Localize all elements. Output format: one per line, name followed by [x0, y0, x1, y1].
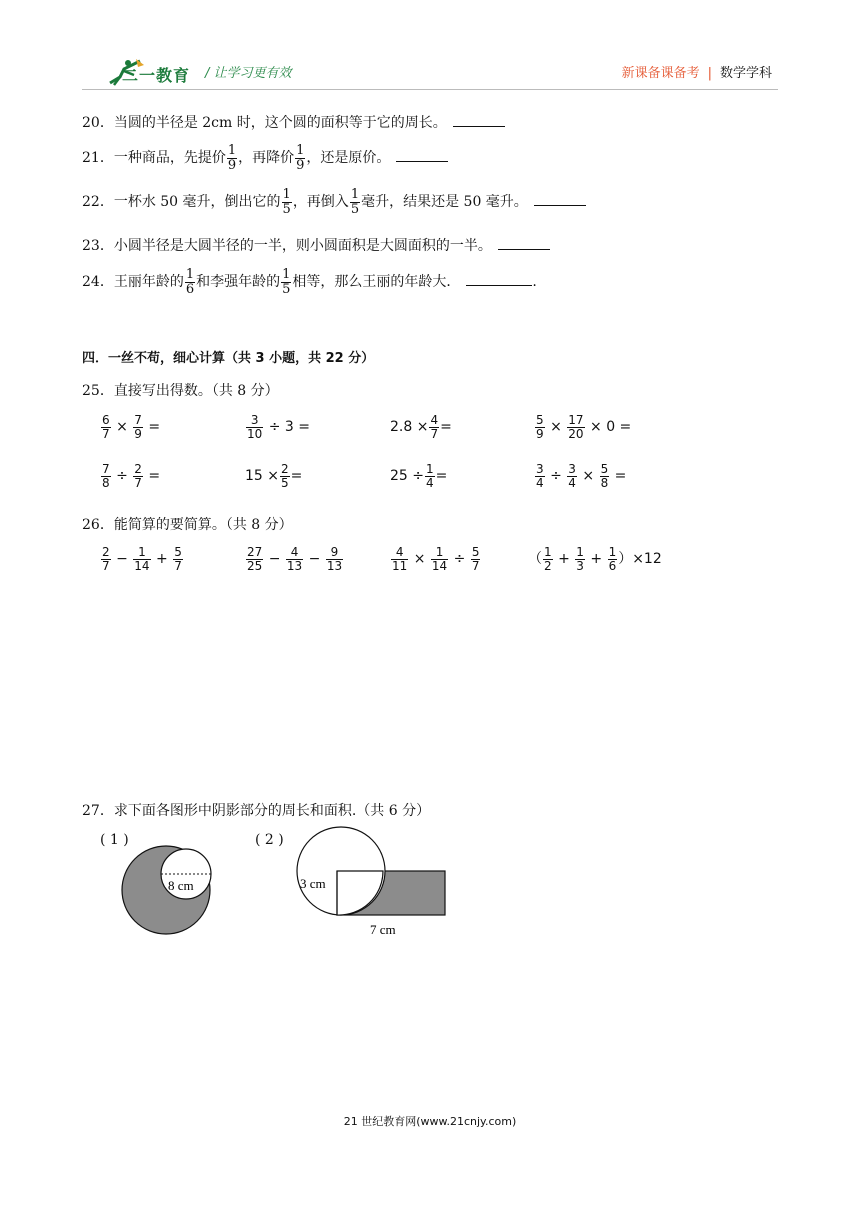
denominator: 8 — [102, 475, 110, 490]
q23-text: 23．小圆半径是大圆半径的一半，则小圆面积是大圆面积的一半。 — [82, 238, 492, 254]
numerator: 6 — [102, 413, 110, 427]
fraction — [246, 546, 263, 572]
fraction — [429, 414, 439, 440]
operator: × — [413, 551, 426, 568]
calc-item — [534, 414, 631, 440]
figure-1-label: ( 1 ) — [100, 832, 129, 848]
fraction — [600, 463, 610, 489]
operator: × — [550, 419, 562, 436]
fraction — [133, 463, 143, 489]
numerator: 17 — [568, 413, 584, 427]
fraction — [575, 546, 585, 572]
fraction — [425, 463, 435, 489]
denominator: 7 — [134, 475, 142, 490]
calc-item — [528, 546, 662, 572]
operator: − — [116, 551, 128, 568]
numerator: 1 — [608, 545, 617, 559]
fraction — [101, 414, 111, 440]
calc-item — [534, 463, 626, 489]
operator: + — [590, 551, 603, 568]
page-header — [0, 0, 860, 95]
operator: ÷ — [550, 468, 562, 485]
numerator: 1 — [426, 462, 434, 476]
denominator: 8 — [600, 475, 609, 490]
numerator: 9 — [330, 545, 339, 559]
fraction — [133, 414, 143, 440]
numerator: 5 — [471, 545, 480, 559]
numerator: 1 — [576, 545, 584, 559]
equals: = — [435, 468, 448, 485]
denominator: 14 — [134, 558, 150, 573]
fraction — [535, 463, 545, 489]
denominator: 5 — [281, 475, 289, 490]
numerator: 2 — [134, 462, 142, 476]
numerator: 1 — [282, 187, 291, 202]
fraction — [101, 463, 111, 489]
footer: 21 世纪教育网(www.21cnjy.com) — [343, 1115, 517, 1128]
fraction — [350, 188, 360, 216]
calc-item — [100, 463, 160, 489]
numerator: 1 — [435, 545, 444, 559]
denominator: 7 — [102, 426, 110, 441]
fraction — [543, 546, 553, 572]
fraction — [280, 463, 290, 489]
equals: = — [148, 419, 161, 436]
question-22 — [82, 188, 586, 216]
numerator: 1 — [296, 143, 305, 158]
figure-2-height: 3 cm — [300, 876, 326, 891]
denominator: 14 — [431, 558, 448, 573]
equals: = — [290, 468, 303, 485]
calc-item — [390, 546, 481, 572]
prefix: （ — [528, 551, 542, 568]
answer-blank[interactable] — [498, 249, 550, 250]
numerator: 7 — [134, 413, 142, 427]
fraction — [282, 188, 292, 216]
numerator: 27 — [247, 545, 263, 559]
q21-text-c: ，还是原价。 — [306, 150, 391, 167]
q22-text-b: ，再倒入 — [292, 194, 349, 211]
fraction — [326, 546, 343, 572]
header-right — [622, 62, 772, 81]
header-subject: 数学学科 — [719, 66, 772, 81]
denominator: 5 — [350, 201, 360, 217]
numerator: 4 — [395, 545, 404, 559]
figure-1-ring — [120, 836, 220, 946]
denominator: 9 — [296, 157, 305, 173]
calc-item — [100, 414, 160, 440]
operator: × — [582, 468, 595, 485]
numerator: 1 — [544, 545, 552, 559]
figure-1-dimension: 8 cm — [168, 878, 194, 893]
q27-title: 27．求下面各图形中阴影部分的周长和面积.（共 6 分） — [82, 803, 431, 819]
numerator: 1 — [282, 267, 291, 282]
fraction — [295, 144, 305, 172]
calc-item — [100, 546, 184, 572]
denominator: 13 — [286, 558, 303, 573]
prefix: 25 ÷ — [390, 468, 424, 485]
denominator: 4 — [568, 475, 576, 490]
fraction — [391, 546, 408, 572]
logo-text: 二一教育 — [122, 66, 191, 85]
calc-item — [245, 414, 310, 440]
denominator: 4 — [426, 475, 434, 490]
denominator: 7 — [174, 558, 182, 573]
equals: × 0 = — [590, 419, 632, 436]
answer-blank[interactable] — [453, 126, 505, 127]
denominator: 6 — [185, 281, 195, 297]
denominator: 9 — [536, 426, 544, 441]
calc-item — [245, 463, 302, 489]
q24-text-c: 相等，那么王丽的年龄大． — [292, 274, 461, 291]
equals: = — [148, 468, 161, 485]
q25-title: 25．直接写出得数。（共 8 分） — [82, 383, 279, 399]
fraction — [535, 414, 545, 440]
denominator: 13 — [326, 558, 343, 573]
question-20 — [82, 112, 505, 132]
prefix: 2.8 × — [390, 419, 429, 436]
question-24 — [82, 268, 537, 296]
calc-item — [245, 546, 344, 572]
fraction — [133, 546, 150, 572]
slogan: / 让学习更有效 — [205, 66, 292, 81]
answer-blank[interactable] — [466, 285, 532, 286]
q21-text-b: ，再降价 — [238, 150, 295, 167]
operator: ÷ — [116, 468, 128, 485]
equals: = — [440, 419, 452, 436]
q24-text-b: 和李强年龄的 — [196, 274, 281, 291]
fraction — [608, 546, 618, 572]
fraction — [431, 546, 448, 572]
q22-text-a: 22．一杯水 50 毫升，倒出它的 — [82, 194, 281, 211]
numerator: 5 — [600, 462, 609, 476]
operator: × — [116, 419, 128, 436]
question-21 — [82, 144, 448, 172]
calc-item — [390, 414, 452, 440]
numerator: 1 — [350, 187, 360, 202]
suffix: ）×12 — [618, 551, 662, 568]
answer-blank[interactable] — [396, 161, 448, 162]
denominator: 7 — [471, 558, 480, 573]
fraction — [101, 546, 111, 572]
numerator: 1 — [227, 143, 237, 158]
numerator: 3 — [536, 462, 544, 476]
denominator: 9 — [134, 426, 142, 441]
fraction — [281, 268, 291, 296]
operator: + — [558, 551, 570, 568]
operator: ÷ — [453, 551, 466, 568]
equals: = — [614, 468, 627, 485]
denominator: 4 — [536, 475, 544, 490]
header-tag: 新课备课备考 — [621, 66, 700, 81]
numerator: 5 — [536, 413, 544, 427]
q20-text: 20．当圆的半径是 2cm 时，这个圆的面积等于它的周长。 — [82, 115, 447, 131]
question-23 — [82, 235, 550, 255]
denominator: 10 — [247, 426, 263, 441]
q21-text-a: 21．一种商品，先提价 — [82, 150, 226, 167]
figure-2-label: ( 2 ) — [255, 832, 284, 848]
numerator: 3 — [568, 462, 576, 476]
numerator: 7 — [102, 462, 110, 476]
operator: − — [268, 551, 281, 568]
fraction — [567, 414, 584, 440]
numerator: 4 — [290, 545, 299, 559]
operator: ÷ 3 = — [268, 419, 311, 436]
q26-title: 26．能简算的要简算。（共 8 分） — [82, 517, 293, 533]
numerator: 4 — [430, 413, 439, 427]
fraction — [567, 463, 577, 489]
operator: − — [308, 551, 321, 568]
denominator: 5 — [282, 281, 291, 297]
figure-2-width: 7 cm — [370, 922, 396, 937]
fraction — [471, 546, 481, 572]
prefix: 15 × — [245, 468, 279, 485]
fraction — [185, 268, 195, 296]
q24-period: . — [532, 274, 537, 291]
denominator: 7 — [102, 558, 110, 573]
header-divider — [82, 89, 778, 90]
numerator: 5 — [174, 545, 182, 559]
denominator: 6 — [608, 558, 617, 573]
q24-text-a: 24．王丽年龄的 — [82, 274, 184, 291]
denominator: 9 — [227, 157, 237, 173]
denominator: 5 — [282, 201, 291, 217]
fraction — [246, 414, 263, 440]
q22-text-c: 毫升，结果还是 50 毫升。 — [361, 194, 528, 211]
section-title: 四．一丝不苟，细心计算（共 3 小题，共 22 分） — [82, 351, 375, 366]
fraction — [286, 546, 303, 572]
denominator: 2 — [544, 558, 552, 573]
denominator: 3 — [576, 558, 584, 573]
denominator: 20 — [568, 426, 584, 441]
denominator: 7 — [430, 426, 439, 441]
answer-blank[interactable] — [534, 205, 586, 206]
numerator: 2 — [102, 545, 110, 559]
fraction — [227, 144, 237, 172]
operator: + — [156, 551, 168, 568]
numerator: 2 — [281, 462, 289, 476]
denominator: 11 — [392, 558, 408, 573]
numerator: 1 — [185, 267, 195, 282]
numerator: 3 — [250, 413, 259, 427]
fraction — [173, 546, 183, 572]
denominator: 25 — [247, 558, 263, 573]
header-separator: | — [707, 66, 712, 81]
figure-2-circle-rect — [296, 826, 456, 944]
numerator: 1 — [138, 545, 146, 559]
calc-item — [390, 463, 447, 489]
